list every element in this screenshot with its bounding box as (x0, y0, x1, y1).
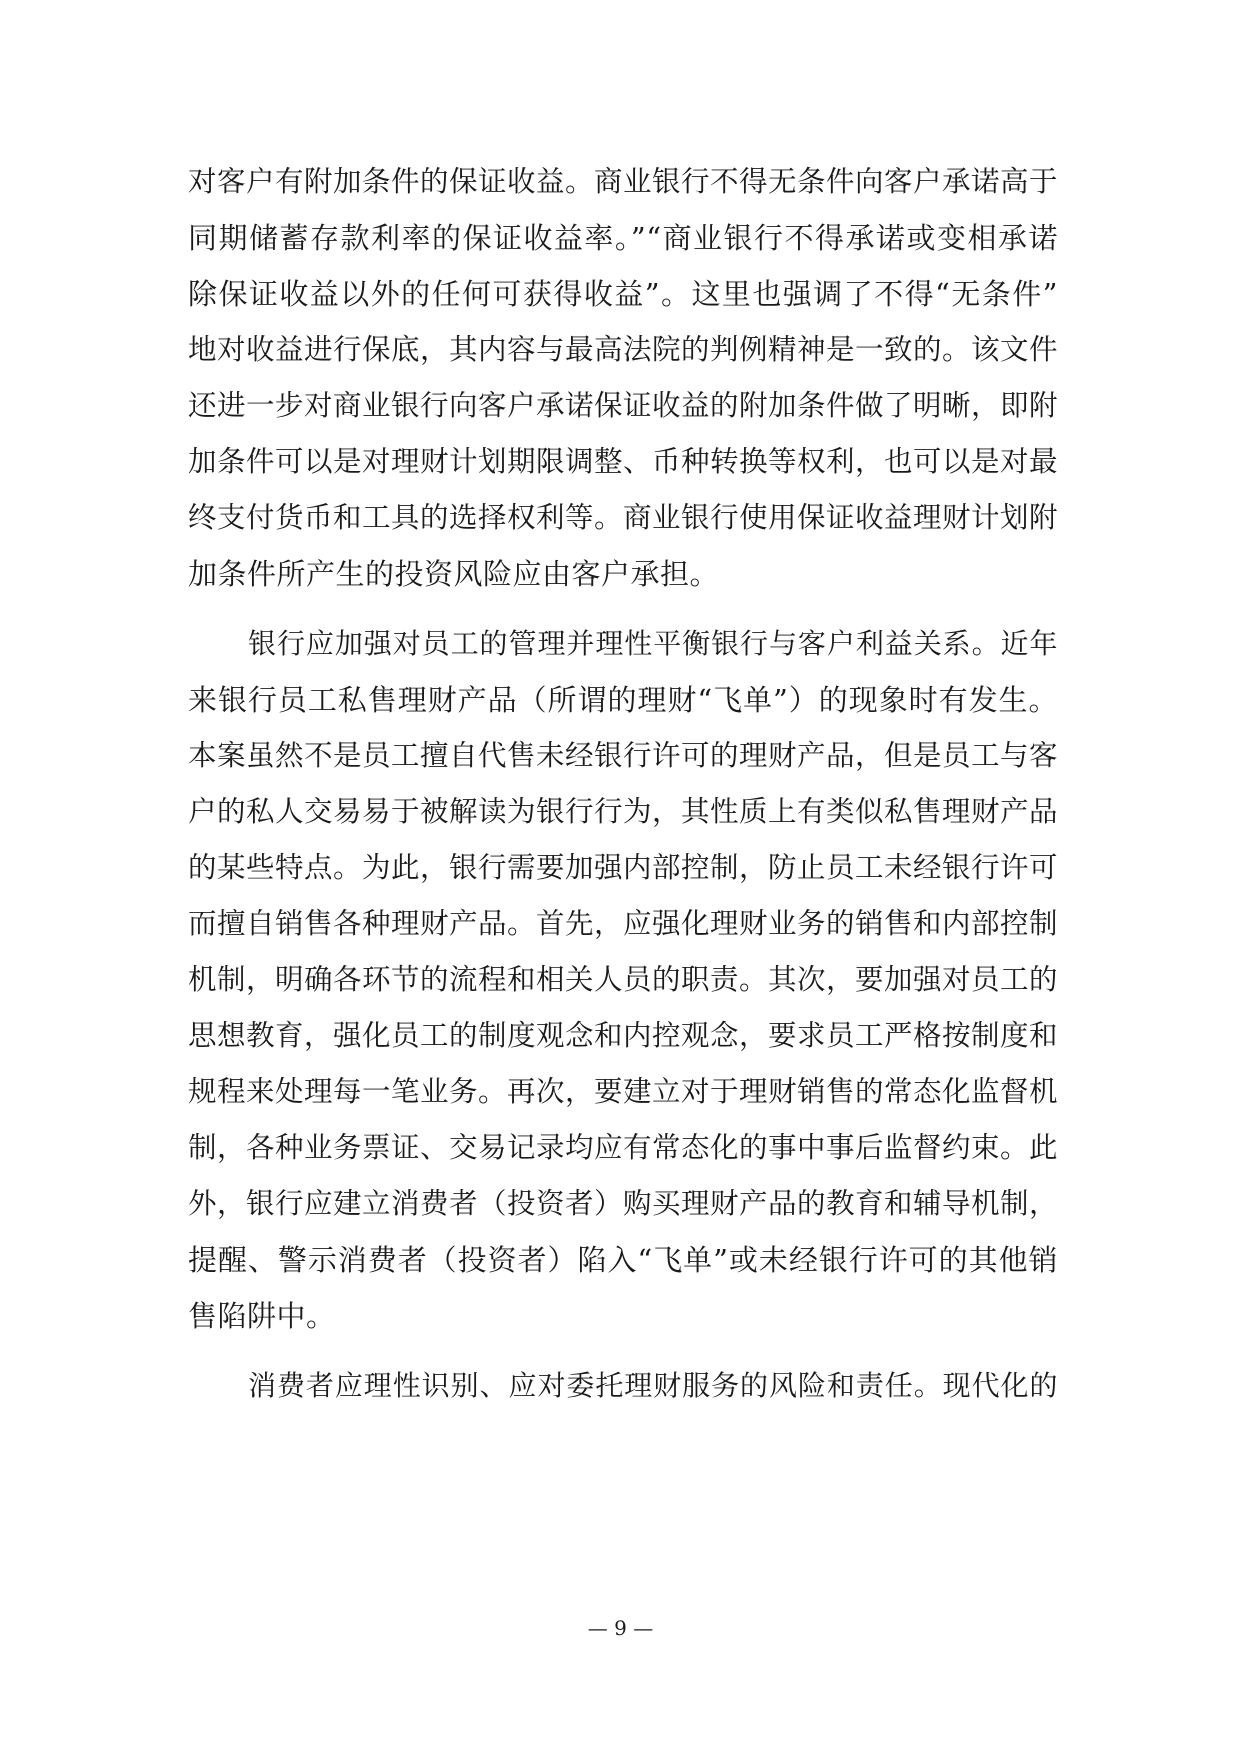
text-line: 而擅自销售各种理财产品。首先，应强化理财业务的销售和内部控制 (188, 907, 1059, 940)
paragraph-3 (188, 1358, 1058, 1414)
text-line: 售陷阱中。 (188, 1299, 336, 1333)
text-line: 银行应加强对员工的管理并理性平衡银行与客户利益关系。近年 (248, 627, 1058, 660)
paragraph-gap (188, 1344, 1058, 1358)
text-line: 终支付货币和工具的选择权利等。商业银行使用保证收益理财计划附 (188, 501, 1059, 534)
text-line: 规程来处理每一笔业务。再次，要建立对于理财销售的常态化监督机 (188, 1075, 1059, 1108)
text-line: 的某些特点。为此，银行需要加强内部控制，防止员工未经银行许可 (188, 851, 1059, 884)
body-text (188, 154, 1058, 1414)
text-line: 消费者应理性识别、应对委托理财服务的风险和责任。现代化的 (248, 1369, 1058, 1402)
text-line: 外，银行应建立消费者（投资者）购买理财产品的教育和辅导机制， (188, 1187, 1059, 1220)
text-line: 机制，明确各环节的流程和相关人员的职责。其次，要加强对员工的 (188, 963, 1059, 996)
text-line: 地对收益进行保底，其内容与最高法院的判例精神是一致的。该文件 (188, 333, 1059, 366)
paragraph-1 (188, 154, 1058, 602)
text-line: 还进一步对商业银行向客户承诺保证收益的附加条件做了明晰，即附 (188, 389, 1059, 422)
text-line: 加条件可以是对理财计划期限调整、币种转换等权利，也可以是对最 (188, 445, 1059, 478)
paragraph-2 (188, 616, 1058, 1344)
text-line: 户的私人交易易于被解读为银行行为，其性质上有类似私售理财产品 (188, 795, 1059, 828)
page-number: — 9 — (587, 1616, 654, 1640)
text-line: 来银行员工私售理财产品（所谓的理财“飞单”）的现象时有发生。 (188, 683, 1058, 717)
text-line: 思想教育，强化员工的制度观念和内控观念，要求员工严格按制度和 (188, 1019, 1059, 1052)
text-line: 本案虽然不是员工擅自代售未经银行许可的理财产品，但是员工与客 (188, 739, 1059, 772)
text-line: 同期储蓄存款利率的保证收益率。”“商业银行不得承诺或变相承诺 (188, 221, 1058, 255)
paragraph-gap (188, 602, 1058, 616)
text-line: 对客户有附加条件的保证收益。商业银行不得无条件向客户承诺高于 (188, 165, 1059, 198)
text-line: 提醒、警示消费者（投资者）陷入“飞单”或未经银行许可的其他销 (188, 1243, 1058, 1277)
text-line: 除保证收益以外的任何可获得收益”。这里也强调了不得“无条件” (188, 277, 1058, 311)
text-line: 制，各种业务票证、交易记录均应有常态化的事中事后监督约束。此 (188, 1131, 1059, 1164)
text-line: 加条件所产生的投资风险应由客户承担。 (188, 557, 720, 591)
